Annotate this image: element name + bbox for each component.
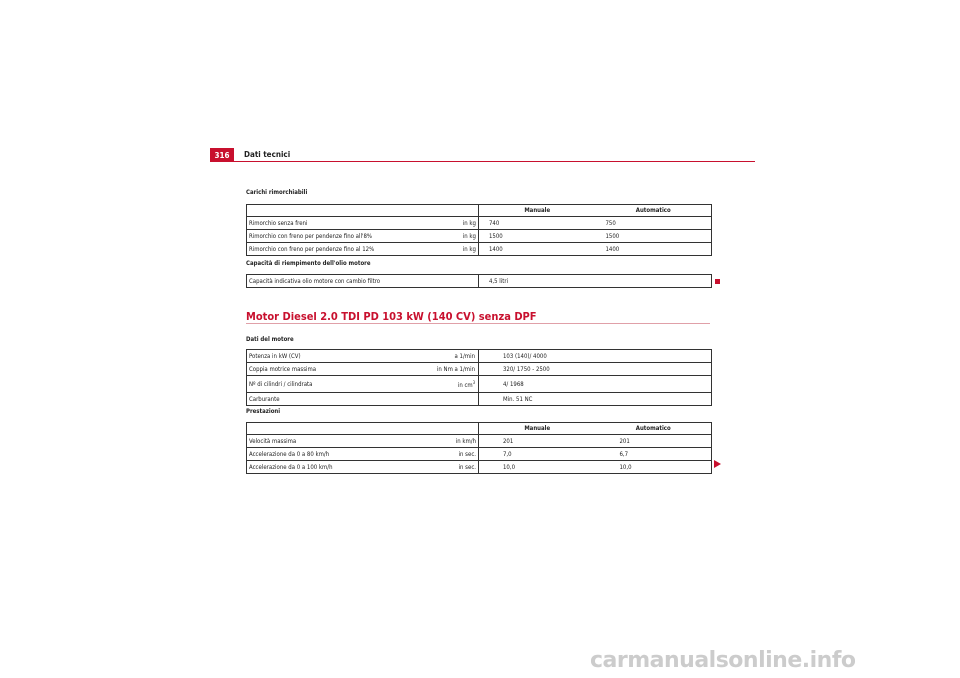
row-unit: in kg	[462, 245, 476, 253]
row-unit: in sec.	[458, 463, 476, 471]
row-label: Accelerazione da 0 a 100 km/h	[249, 463, 333, 471]
section-end-marker-icon	[715, 279, 720, 284]
trailer-loads-table	[246, 204, 712, 256]
oil-capacity-table	[246, 274, 712, 288]
page-number: 316	[210, 148, 234, 162]
col-automatic: Automatico	[596, 205, 712, 217]
cell-value: 103 (140)/ 4000	[479, 350, 712, 363]
cell-value: 4/ 1968	[479, 376, 712, 393]
chapter-title: Dati tecnici	[244, 150, 291, 159]
table-row	[247, 217, 712, 230]
performance-table	[246, 422, 712, 474]
cell-automatic: 1500	[596, 230, 712, 243]
engine-data-title: Dati del motore	[246, 336, 294, 343]
header-rule	[210, 161, 755, 162]
col-automatic: Automatico	[596, 423, 712, 435]
cell-manual: 740	[479, 217, 596, 230]
row-label: Accelerazione da 0 a 80 km/h	[249, 450, 330, 458]
table-row	[247, 376, 712, 393]
header-blank-cell	[247, 205, 479, 217]
col-manual: Manuale	[479, 205, 596, 217]
cell-manual: 1400	[479, 243, 596, 256]
table-row	[247, 448, 712, 461]
watermark: carmanualsonline.info	[590, 648, 856, 673]
cell-automatic: 10,0	[596, 461, 712, 474]
trailer-loads-title: Carichi rimorchiabili	[246, 189, 308, 196]
cell-automatic: 750	[596, 217, 712, 230]
engine-section-rule	[246, 323, 710, 324]
engine-data-table	[246, 349, 712, 406]
table-row	[247, 350, 712, 363]
header-blank-cell	[247, 423, 479, 435]
table-row	[247, 275, 712, 288]
cell-manual: 201	[479, 435, 596, 448]
cell-automatic: 201	[596, 435, 712, 448]
table-row	[247, 243, 712, 256]
row-label: Capacità indicativa olio motore con cambio filtro	[247, 275, 479, 288]
row-unit: in km/h	[455, 437, 476, 445]
cell-value: Min. 51 NC	[479, 393, 712, 406]
row-label: Coppia motrice massima	[247, 363, 423, 376]
oil-capacity-title: Capacità di riempimento dell'olio motore	[246, 260, 371, 267]
row-label: Nº di cilindri / cilindrata	[247, 376, 423, 393]
row-unit	[423, 393, 479, 406]
row-label: Rimorchio senza freni	[249, 219, 308, 227]
row-label: Carburante	[247, 393, 423, 406]
row-unit: in sec.	[458, 450, 476, 458]
cell-automatic: 1400	[596, 243, 712, 256]
cell-value: 4,5 litri	[479, 275, 712, 288]
row-unit: in kg	[462, 219, 476, 227]
row-label: Rimorchio con freno per pendenze fino al 12%	[249, 245, 375, 253]
row-unit: in Nm a 1/min	[423, 363, 479, 376]
table-row	[247, 393, 712, 406]
performance-title: Prestazioni	[246, 408, 281, 415]
row-label: Rimorchio con freno per pendenze fino all'8%	[249, 232, 373, 240]
table-header-row	[247, 423, 712, 435]
table-row	[247, 461, 712, 474]
continue-arrow-icon	[714, 460, 721, 468]
table-row	[247, 230, 712, 243]
table-row	[247, 435, 712, 448]
table-row	[247, 363, 712, 376]
cell-automatic: 6,7	[596, 448, 712, 461]
cell-manual: 10,0	[479, 461, 596, 474]
engine-section-title: Motor Diesel 2.0 TDI PD 103 kW (140 CV) senza DPF	[246, 310, 537, 323]
cell-value: 320/ 1750 - 2500	[479, 363, 712, 376]
row-unit: in $cm^3$	[423, 376, 479, 393]
row-label: Potenza in kW (CV)	[247, 350, 423, 363]
row-unit: in kg	[462, 232, 476, 240]
table-header-row	[247, 205, 712, 217]
row-unit: a 1/min	[423, 350, 479, 363]
row-label: Velocità massima	[249, 437, 297, 445]
col-manual: Manuale	[479, 423, 596, 435]
cell-manual: 7,0	[479, 448, 596, 461]
cell-manual: 1500	[479, 230, 596, 243]
